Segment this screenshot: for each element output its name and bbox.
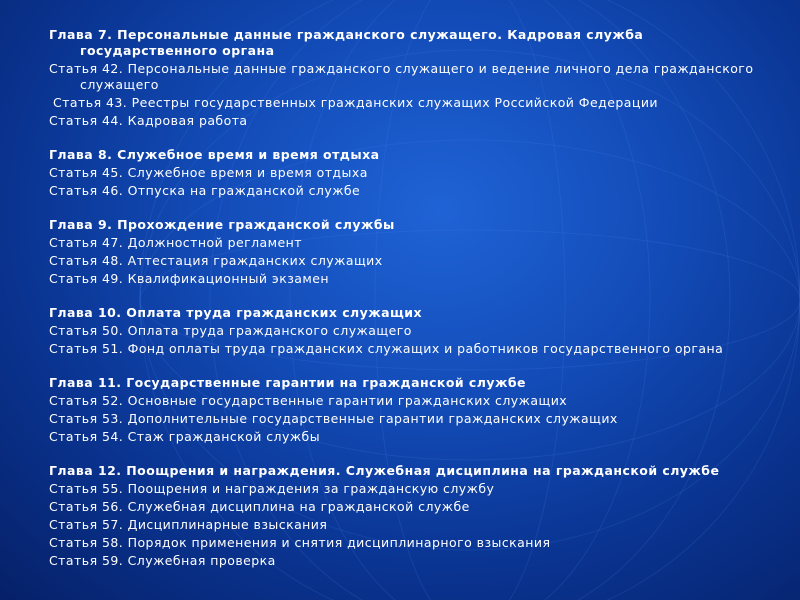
chapter-title — [49, 27, 779, 59]
article-text: Статья 44. Кадровая работа — [49, 113, 248, 128]
article-text: Статья 57. Дисциплинарные взыскания — [49, 517, 328, 532]
chapter-title-line: Глава 11. Государственные гарантии на гражданской службе — [49, 375, 526, 390]
chapter-title-line: Глава 12. Поощрения и награждения. Служебная дисциплина на гражданской службе — [49, 463, 720, 478]
article-text: Статья 55. Поощрения и награждения за гражданскую службу — [49, 481, 495, 496]
article-text: Статья 47. Должностной регламент — [49, 235, 303, 250]
article-item — [49, 235, 779, 251]
article-text: Статья 51. Фонд оплаты труда гражданских служащих и работников государственного органа — [49, 341, 724, 356]
article-item — [49, 323, 779, 339]
chapter-title — [49, 147, 779, 163]
chapter-title-continuation: государственного органа — [80, 43, 275, 58]
article-text: Статья 56. Служебная дисциплина на гражданской службе — [49, 499, 470, 514]
article-item — [49, 411, 779, 427]
chapter-8 — [49, 147, 779, 199]
article-text: Статья 48. Аттестация гражданских служащих — [49, 253, 383, 268]
article-text: Статья 54. Стаж гражданской службы — [49, 429, 321, 444]
chapter-title — [49, 375, 779, 391]
article-item — [49, 113, 779, 129]
chapter-title-line: Глава 9. Прохождение гражданской службы — [49, 217, 395, 232]
article-item — [49, 271, 779, 287]
article-text: Статья 42. Персональные данные гражданского служащего и ведение личного дела гражданского — [49, 61, 754, 76]
article-item — [49, 341, 779, 357]
article-item — [49, 517, 779, 533]
chapter-12 — [49, 463, 779, 569]
chapter-title-line: Глава 10. Оплата труда гражданских служащих — [49, 305, 423, 320]
chapter-title — [49, 305, 779, 321]
article-item — [49, 183, 779, 199]
article-text: Статья 53. Дополнительные государственные гарантии гражданских служащих — [49, 411, 618, 426]
article-text: Статья 52. Основные государственные гарантии гражданских служащих — [49, 393, 568, 408]
chapter-title-line: Глава 7. Персональные данные гражданского служащего. Кадровая служба — [49, 27, 644, 42]
article-text: Статья 50. Оплата труда гражданского служащего — [49, 323, 412, 338]
chapter-title-line: Глава 8. Служебное время и время отдыха — [49, 147, 380, 162]
article-text: Статья 59. Служебная проверка — [49, 553, 276, 568]
chapter-9 — [49, 217, 779, 287]
article-item — [49, 61, 779, 93]
article-text: Статья 43. Реестры государственных гражданских служащих Российской Федерации — [53, 95, 658, 110]
article-item — [49, 165, 779, 181]
article-text: Статья 58. Порядок применения и снятия дисциплинарного взыскания — [49, 535, 551, 550]
article-item — [49, 429, 779, 445]
article-item — [49, 393, 779, 409]
article-text: Статья 46. Отпуска на гражданской службе — [49, 183, 361, 198]
article-item — [49, 95, 779, 111]
article-item — [49, 535, 779, 551]
article-text: Статья 45. Служебное время и время отдыха — [49, 165, 368, 180]
article-text-continuation: служащего — [80, 77, 159, 92]
article-text: Статья 49. Квалификационный экзамен — [49, 271, 330, 286]
article-item — [49, 481, 779, 497]
chapter-11 — [49, 375, 779, 445]
chapter-7 — [49, 27, 779, 129]
article-item — [49, 499, 779, 515]
document-content — [49, 27, 779, 587]
article-item — [49, 553, 779, 569]
chapter-title — [49, 463, 779, 479]
article-item — [49, 253, 779, 269]
chapter-10 — [49, 305, 779, 357]
chapter-title — [49, 217, 779, 233]
